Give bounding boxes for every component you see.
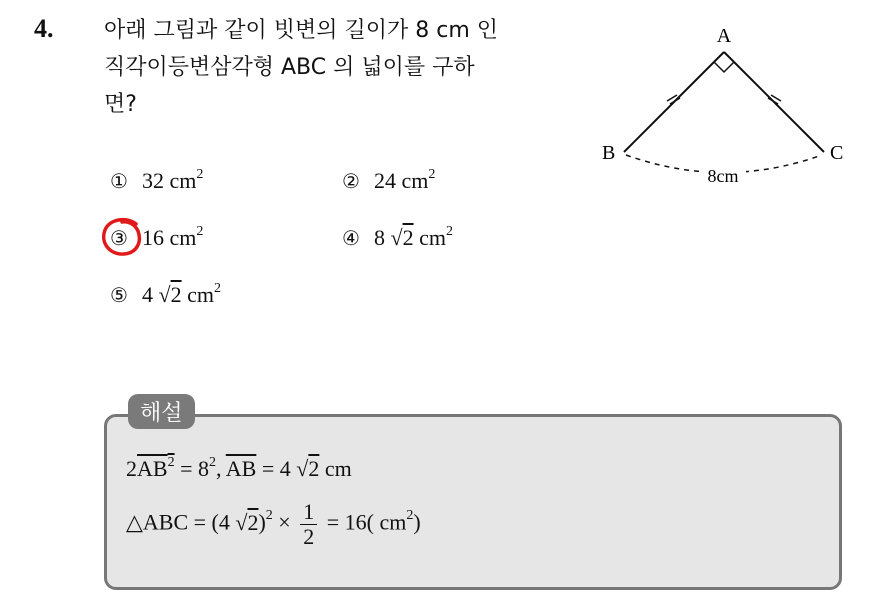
- choice-unit: cm: [413, 225, 446, 250]
- segment-ab: [137, 456, 175, 481]
- equals-4: = 4: [256, 456, 297, 481]
- choice-5[interactable]: [110, 282, 221, 308]
- choice-value: 32 cm: [142, 168, 197, 193]
- solution-line-2: [126, 500, 421, 549]
- tick-marks-ac: [768, 95, 781, 104]
- question-text: [104, 12, 594, 123]
- choice-coefficient: 8: [374, 225, 391, 250]
- unit-cm: cm: [319, 456, 352, 481]
- choice-mark: ②: [342, 169, 360, 193]
- choice-value: 16 cm: [142, 225, 197, 250]
- choice-coefficient: 4: [142, 282, 159, 307]
- result-value: = 16( cm: [321, 509, 407, 535]
- segment-ab-text: AB: [137, 456, 168, 481]
- choice-mark: ④: [342, 226, 360, 250]
- equals-8: = 8: [174, 456, 209, 481]
- hypotenuse-length-label: 8cm: [707, 166, 739, 186]
- close-paren-end: ): [413, 509, 421, 535]
- radicand: 2: [308, 456, 320, 481]
- choice-1[interactable]: [110, 168, 203, 194]
- radicand: 2: [402, 225, 414, 250]
- question-number: 4.: [34, 14, 54, 43]
- choice-unit: cm: [181, 282, 214, 307]
- vertex-b-label: B: [602, 142, 616, 164]
- choice-2[interactable]: [342, 168, 435, 194]
- times-sign: ×: [272, 509, 297, 535]
- exp-2: 2: [208, 454, 216, 470]
- choice-4[interactable]: [342, 225, 453, 251]
- sqrt-symbol: √2: [296, 456, 320, 481]
- close-paren: ): [258, 509, 266, 535]
- result-exp: 2: [406, 508, 414, 524]
- segment-ab-exp: 2: [167, 454, 175, 470]
- choice-mark: ③: [110, 226, 128, 250]
- choice-exponent: 2: [196, 223, 204, 239]
- choice-exponent: 2: [445, 223, 453, 239]
- question-line-1: 아래 그림과 같이 빗변의 길이가 8 cm 인: [104, 18, 499, 43]
- sqrt-symbol: √2: [390, 225, 414, 250]
- sqrt-symbol: √2: [235, 509, 259, 535]
- vertex-a-label: A: [716, 25, 732, 47]
- choice-value: 24 cm: [374, 168, 429, 193]
- triangle-area-lhs: △ABC = (4: [126, 509, 236, 535]
- question-line-2: 직각이등변삼각형 ABC 의 넓이를 구하: [104, 55, 475, 80]
- right-angle-mark: [714, 62, 734, 72]
- sqrt-symbol: √2: [158, 282, 182, 307]
- fraction-one-half: [300, 500, 317, 549]
- segment-ab-2: $\overline{AB}$: [225, 456, 257, 481]
- exp-2: 2: [265, 508, 273, 524]
- choice-mark: ⑤: [110, 283, 128, 307]
- numerator: 1: [300, 500, 317, 525]
- triangle-figure: [596, 22, 856, 192]
- solution-tag: 해설: [128, 394, 195, 429]
- radicand: 2: [170, 282, 182, 307]
- choice-exponent: 2: [213, 280, 221, 296]
- radicand: 2: [247, 509, 259, 535]
- coef-2: 2: [126, 456, 137, 481]
- solution-line-1: [126, 456, 352, 482]
- answer-circle-mark: [100, 216, 144, 258]
- comma: ,: [215, 456, 226, 481]
- denominator: 2: [303, 524, 315, 549]
- tick-marks-ab: [667, 95, 680, 104]
- vertex-c-label: C: [830, 142, 844, 164]
- choice-exponent: 2: [428, 166, 436, 182]
- choice-mark: ①: [110, 169, 128, 193]
- choice-exponent: 2: [196, 166, 204, 182]
- question-line-3: 면?: [104, 92, 137, 117]
